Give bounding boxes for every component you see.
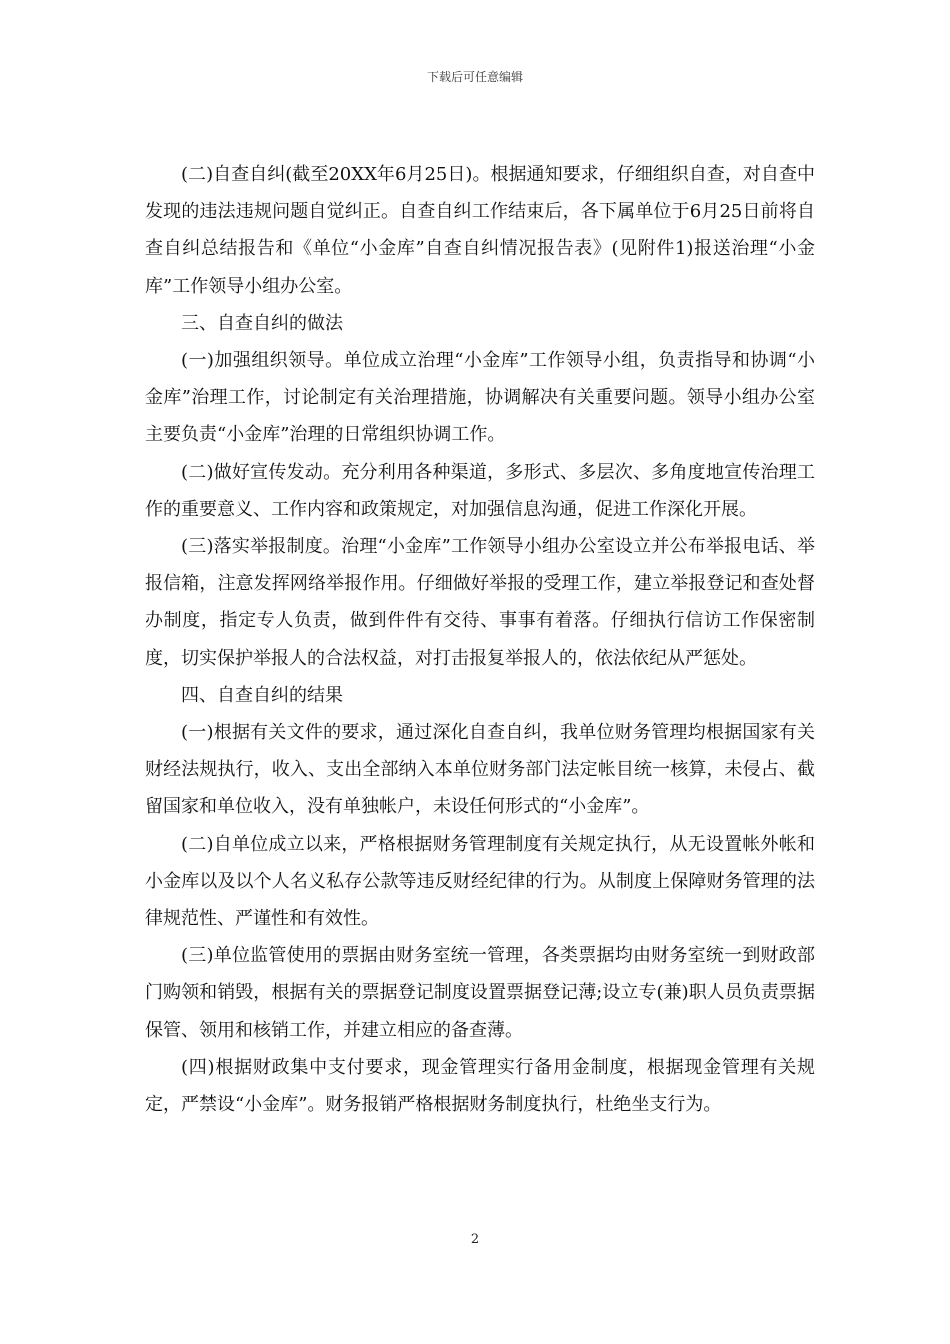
paragraph-publicity: (二)做好宣传发动。充分利用各种渠道，多形式、多层次、多角度地宣传治理工作的重要意义、工作内容和政策规定，对加强信息沟通，促进工作深化开展。 [145, 461, 815, 520]
paragraph-self-check: (二)自查自纠(截至20XX年6月25日)。根据通知要求，仔细组织自查，对自查中发现的违法违规问题自觉纠正。自查自纠工作结束后，各下属单位于6月25日前将自查自纠总结报告和《单位“小金库”自查自纠情况报告表》(见附件1)报送治理“小金库”工作领导小组办公室。 [145, 164, 815, 297]
paragraph-result-2: (二)自单位成立以来，严格根据财务管理制度有关规定执行，从无设置帐外帐和小金库以及以个人名义私存公款等违反财经纪律的行为。从制度上保障财务管理的法律规范性、严谨性和有效性。 [145, 833, 815, 930]
page-number: 2 [470, 1232, 480, 1247]
page-header: 下载后可任意编辑 [426, 70, 523, 84]
paragraph-result-1: (一)根据有关文件的要求，通过深化自查自纠，我单位财务管理均根据国家有关财经法规执行，收入、支出全部纳入本单位财务部门法定帐目统一核算，未侵占、截留国家和单位收入，没有单独帐户，未设任何形式的“小金库”。 [145, 722, 815, 818]
paragraph-result-3: (三)单位监管使用的票据由财务室统一管理，各类票据均由财务室统一到财政部门购领和销毁，根据有关的票据登记制度设置票据登记薄;设立专(兼)职人员负责票据保管、领用和核销工作，并建立相应的备查薄。 [145, 945, 815, 1041]
paragraph-result-4: (四)根据财政集中支付要求，现金管理实行备用金制度，根据现金管理有关规定，严禁设“小金库”。财务报销严格根据财务制度执行，杜绝坐支行为。 [145, 1056, 815, 1116]
document-body [145, 156, 815, 1123]
paragraph-organization: (一)加强组织领导。单位成立治理“小金库”工作领导小组，负责指导和协调“小金库”治理工作，讨论制定有关治理措施，协调解决有关重要问题。领导小组办公室主要负责“小金库”治理的日常组织协调工作。 [145, 350, 815, 446]
paragraph-reporting: (三)落实举报制度。治理“小金库”工作领导小组办公室设立并公布举报电话、举报信箱，注意发挥网络举报作用。仔细做好举报的受理工作，建立举报登记和查处督办制度，指定专人负责，做到件件有交待、事事有着落。仔细执行信访工作保密制度，切实保护举报人的合法权益，对打击报复举报人的，依法依纪从严惩处。 [145, 536, 815, 669]
section-heading-methods: 三、自查自纠的做法 [181, 312, 343, 334]
section-heading-results: 四、自查自纠的结果 [181, 684, 343, 706]
